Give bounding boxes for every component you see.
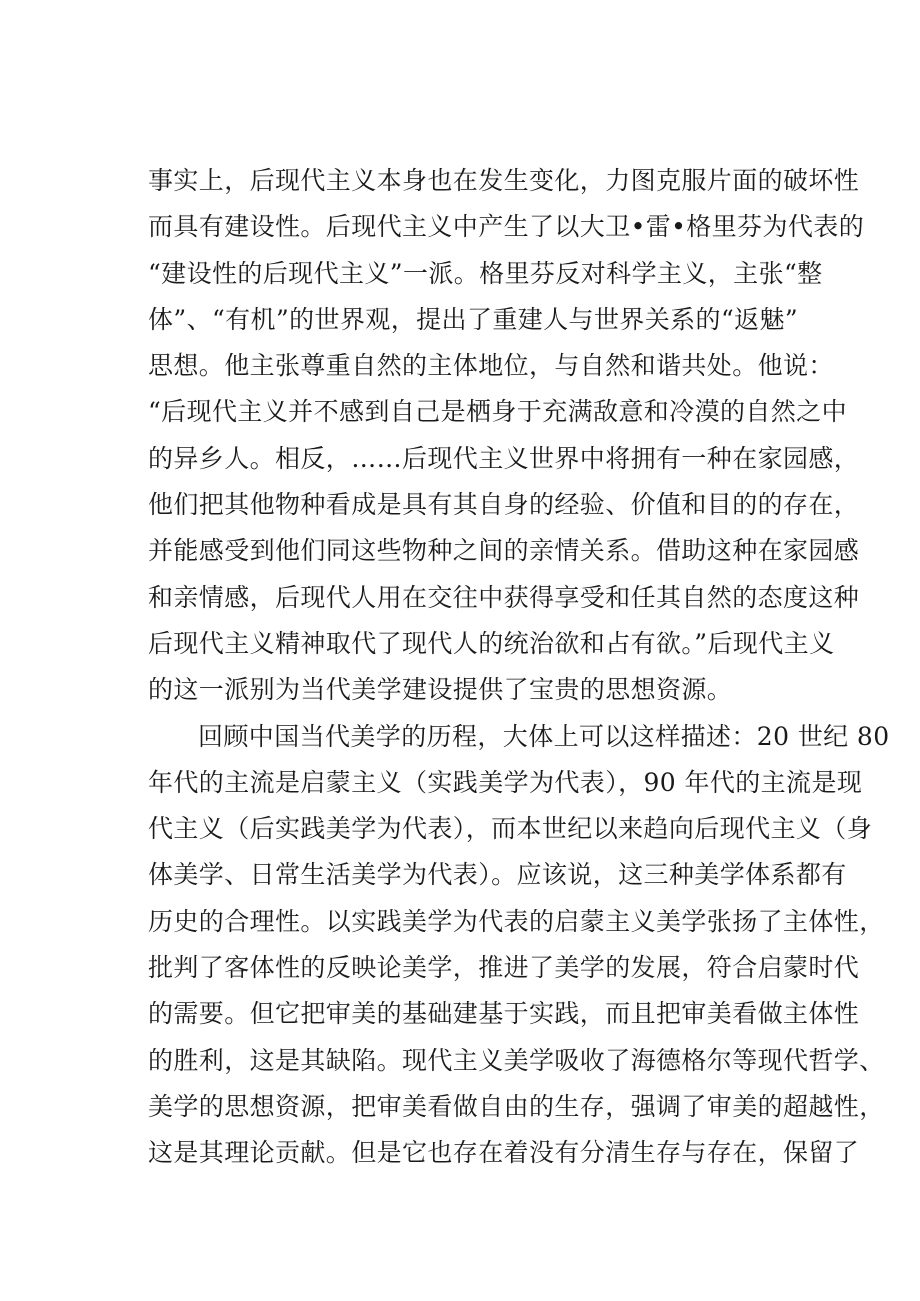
text-line: 的异乡人。相反，……后现代主义世界中将拥有一种在家园感， [148,443,860,473]
text-line: 后现代主义精神取代了现代人的统治欲和占有欲。”后现代主义 [148,628,835,658]
text-line: 年代的主流是启蒙主义（实践美学为代表），90 年代的主流是现 [148,767,863,797]
text-line: 他们把其他物种看成是具有其自身的经验、价值和目的的存在， [148,490,860,520]
paragraph-start-line: 回顾中国当代美学的历程，大体上可以这样描述：20 世纪 80 [198,721,890,751]
text-line: 的这一派别为当代美学建设提供了宝贵的思想资源。 [148,675,733,705]
text-line: 而具有建设性。后现代主义中产生了以大卫•雷•格里芬为代表的 [148,212,865,242]
text-line: 的需要。但它把审美的基础建基于实践，而且把审美看做主体性 [148,999,860,1029]
text-line: “后现代主义并不感到自己是栖身于充满敌意和冷漠的自然之中 [148,397,847,427]
text-line: 历史的合理性。以实践美学为代表的启蒙主义美学张扬了主体性， [148,906,885,936]
text-line: 的胜利，这是其缺陷。现代主义美学吸收了海德格尔等现代哲学、 [148,1045,885,1075]
text-line: 体”、“有机”的世界观，提出了重建人与世界关系的“返魅” [148,304,799,334]
text-line: 体美学、日常生活美学为代表）。应该说，这三种美学体系都有 [148,860,847,890]
text-line: 事实上，后现代主义本身也在发生变化，力图克服片面的破坏性 [148,166,860,195]
body-text [148,158,890,1177]
text-line: 美学的思想资源，把审美看做自由的生存，强调了审美的超越性， [148,1091,885,1121]
text-line: “建设性的后现代主义”一派。格里芬反对科学主义，主张“整 [148,258,823,288]
text-line: 和亲情感，后现代人用在交往中获得享受和任其自然的态度这种 [148,582,860,612]
text-line: 代主义（后实践美学为代表），而本世纪以来趋向后现代主义（身 [148,814,873,844]
text-line: 批判了客体性的反映论美学，推进了美学的发展，符合启蒙时代 [148,953,860,983]
text-line: 并能感受到他们同这些物种之间的亲情关系。借助这种在家园感 [148,536,860,566]
text-line: 这是其理论贡献。但是它也存在着没有分清生存与存在，保留了 [148,1138,860,1168]
text-line: 思想。他主张尊重自然的主体地位，与自然和谐共处。他说： [148,351,834,381]
